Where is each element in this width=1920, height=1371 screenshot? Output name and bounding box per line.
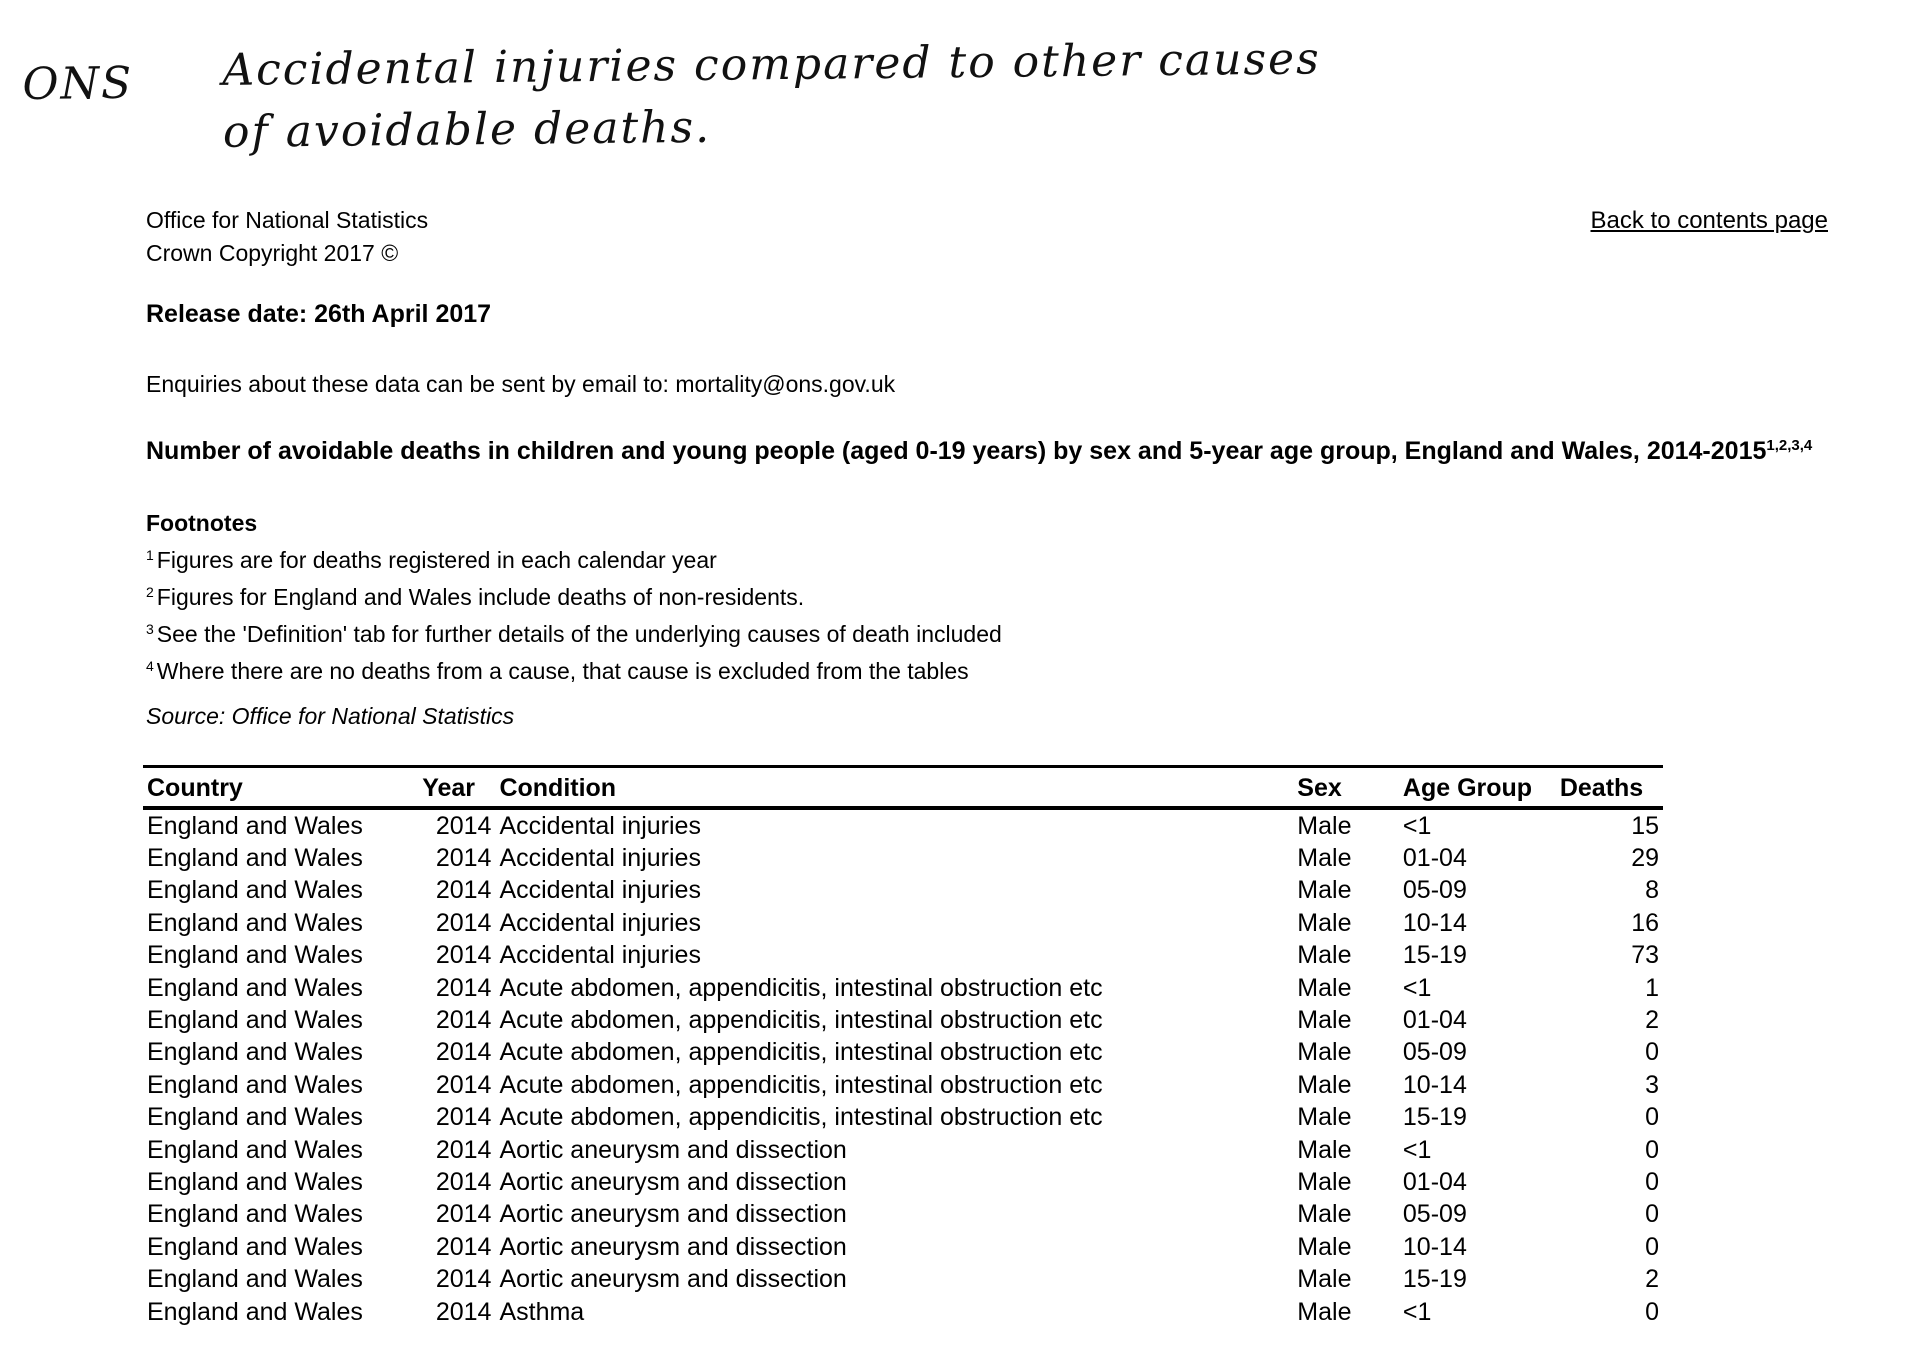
- cell-deaths: 0: [1645, 1167, 1659, 1196]
- cell-country: England and Wales: [147, 908, 363, 937]
- cell-condition: Aortic aneurysm and dissection: [499, 1167, 847, 1196]
- column-header-country: Country: [143, 767, 418, 809]
- column-header-sex: Sex: [1293, 767, 1399, 809]
- cell-year: 2014: [435, 1070, 492, 1099]
- cell-deaths: 0: [1645, 1103, 1659, 1132]
- back-to-contents-link[interactable]: Back to contents page: [1590, 207, 1828, 234]
- table-row: [143, 972, 1663, 1004]
- cell-country: England and Wales: [147, 1006, 363, 1035]
- table-row: [143, 808, 1663, 842]
- footnote-text: Figures are for deaths registered in each calendar year: [156, 547, 717, 573]
- cell-age-group: 10-14: [1402, 908, 1467, 937]
- cell-country: England and Wales: [147, 1135, 363, 1164]
- cell-age-group: <1: [1402, 1135, 1432, 1164]
- cell-condition: Acute abdomen, appendicitis, intestinal obstruction etc: [499, 1006, 1103, 1035]
- cell-age-group: 10-14: [1402, 1070, 1467, 1099]
- footnote-item: [146, 613, 1002, 650]
- footnote-text: See the 'Definition' tab for further details of the underlying causes of death included: [156, 621, 1002, 647]
- footnote-number: 2: [146, 584, 154, 600]
- publisher-name: Office for National Statistics: [146, 207, 429, 233]
- table-row: [143, 1296, 1663, 1328]
- cell-age-group: 01-04: [1402, 844, 1467, 873]
- cell-year: 2014: [435, 941, 492, 970]
- copyright-notice: Crown Copyright 2017 ©: [146, 240, 399, 266]
- cell-condition: Aortic aneurysm and dissection: [499, 1135, 847, 1164]
- column-header-age-group: Age Group: [1399, 767, 1556, 809]
- cell-sex: Male: [1297, 811, 1352, 840]
- cell-deaths: 0: [1645, 1232, 1659, 1261]
- table-row: [143, 875, 1663, 907]
- cell-deaths: 0: [1645, 1135, 1659, 1164]
- cell-year: 2014: [435, 973, 492, 1002]
- cell-year: 2014: [435, 908, 492, 937]
- cell-condition: Acute abdomen, appendicitis, intestinal obstruction etc: [499, 973, 1103, 1002]
- cell-age-group: 15-19: [1402, 1103, 1467, 1132]
- handwritten-note: [222, 27, 1423, 164]
- cell-year: 2014: [435, 811, 492, 840]
- table-row: [143, 1231, 1663, 1263]
- cell-deaths: 0: [1645, 1200, 1659, 1229]
- cell-sex: Male: [1297, 1167, 1352, 1196]
- cell-deaths: 0: [1645, 1297, 1659, 1326]
- cell-age-group: 15-19: [1402, 941, 1467, 970]
- cell-deaths: 1: [1645, 973, 1659, 1002]
- cell-sex: Male: [1297, 1070, 1352, 1099]
- table-row: [143, 842, 1663, 874]
- cell-condition: Accidental injuries: [499, 941, 701, 970]
- footnote-text: Figures for England and Wales include deaths of non-residents.: [156, 584, 805, 610]
- table-row: [143, 1004, 1663, 1036]
- cell-deaths: 0: [1645, 1038, 1659, 1067]
- handwritten-line: Accidental injuries compared to other causes: [222, 33, 1321, 96]
- cell-sex: Male: [1297, 973, 1352, 1002]
- table-row: [143, 1069, 1663, 1101]
- cell-condition: Aortic aneurysm and dissection: [499, 1265, 847, 1294]
- cell-age-group: 15-19: [1402, 1265, 1467, 1294]
- cell-country: England and Wales: [147, 1070, 363, 1099]
- cell-year: 2014: [435, 1200, 492, 1229]
- cell-deaths: 2: [1645, 1265, 1659, 1294]
- cell-country: England and Wales: [147, 1232, 363, 1261]
- table-row: [143, 1134, 1663, 1166]
- cell-sex: Male: [1297, 1135, 1352, 1164]
- cell-sex: Male: [1297, 1200, 1352, 1229]
- cell-condition: Accidental injuries: [499, 811, 701, 840]
- cell-country: England and Wales: [147, 1167, 363, 1196]
- footnote-number: 3: [146, 621, 154, 637]
- cell-sex: Male: [1297, 1006, 1352, 1035]
- cell-sex: Male: [1297, 844, 1352, 873]
- title-footnote-refs: 1,2,3,4: [1766, 437, 1813, 454]
- deaths-table: [143, 765, 1663, 1328]
- column-header-deaths: Deaths: [1556, 767, 1663, 809]
- cell-deaths: 3: [1645, 1070, 1659, 1099]
- cell-country: England and Wales: [147, 1297, 363, 1326]
- cell-year: 2014: [435, 1167, 492, 1196]
- cell-country: England and Wales: [147, 1265, 363, 1294]
- cell-age-group: 01-04: [1402, 1167, 1467, 1196]
- footnote-item: [146, 576, 1002, 613]
- cell-country: England and Wales: [147, 941, 363, 970]
- table-row: [143, 1166, 1663, 1198]
- cell-deaths: 29: [1631, 844, 1659, 873]
- cell-year: 2014: [435, 1297, 492, 1326]
- cell-country: England and Wales: [147, 1103, 363, 1132]
- footnote-number: 1: [146, 547, 154, 563]
- cell-age-group: 05-09: [1402, 1038, 1467, 1067]
- cell-sex: Male: [1297, 1038, 1352, 1067]
- cell-sex: Male: [1297, 908, 1352, 937]
- table-row: [143, 1037, 1663, 1069]
- cell-condition: Aortic aneurysm and dissection: [499, 1200, 847, 1229]
- table-body: [143, 808, 1663, 1328]
- cell-condition: Accidental injuries: [499, 844, 701, 873]
- release-date: Release date: 26th April 2017: [146, 300, 492, 328]
- source-note: Source: Office for National Statistics: [146, 703, 515, 729]
- cell-year: 2014: [435, 1265, 492, 1294]
- cell-country: England and Wales: [147, 844, 363, 873]
- table-row: [143, 1199, 1663, 1231]
- footnote-item: [146, 650, 1002, 687]
- footnote-text: Where there are no deaths from a cause, that cause is excluded from the tables: [156, 658, 969, 684]
- table-row: [143, 1102, 1663, 1134]
- publisher-info: [146, 204, 428, 270]
- cell-sex: Male: [1297, 1265, 1352, 1294]
- cell-age-group: <1: [1402, 1297, 1432, 1326]
- page-title-text: Number of avoidable deaths in children and young people (aged 0-19 years) by sex and 5-year age group, England and Wales, 2014-2015: [146, 437, 1767, 465]
- cell-condition: Acute abdomen, appendicitis, intestinal obstruction etc: [499, 1038, 1103, 1067]
- handwritten-tag: ONS: [22, 57, 134, 110]
- handwritten-line: of avoidable deaths.: [222, 101, 712, 158]
- column-header-year: Year: [418, 767, 495, 809]
- cell-age-group: 05-09: [1402, 876, 1467, 905]
- cell-sex: Male: [1297, 876, 1352, 905]
- cell-sex: Male: [1297, 1297, 1352, 1326]
- cell-year: 2014: [435, 876, 492, 905]
- table-row: [143, 940, 1663, 972]
- cell-deaths: 8: [1645, 876, 1659, 905]
- cell-deaths: 15: [1631, 811, 1659, 840]
- cell-country: England and Wales: [147, 876, 363, 905]
- cell-condition: Accidental injuries: [499, 908, 701, 937]
- cell-deaths: 73: [1631, 941, 1659, 970]
- cell-country: England and Wales: [147, 1200, 363, 1229]
- footnote-number: 4: [146, 658, 154, 674]
- column-header-condition: Condition: [495, 767, 1293, 809]
- enquiries-text: Enquiries about these data can be sent by email to: mortality@ons.gov.uk: [146, 371, 896, 397]
- cell-condition: Aortic aneurysm and dissection: [499, 1232, 847, 1261]
- cell-deaths: 2: [1645, 1006, 1659, 1035]
- cell-year: 2014: [435, 1135, 492, 1164]
- cell-condition: Acute abdomen, appendicitis, intestinal obstruction etc: [499, 1103, 1103, 1132]
- cell-sex: Male: [1297, 1103, 1352, 1132]
- cell-condition: Asthma: [499, 1297, 585, 1326]
- cell-sex: Male: [1297, 1232, 1352, 1261]
- cell-deaths: 16: [1631, 908, 1659, 937]
- cell-country: England and Wales: [147, 973, 363, 1002]
- cell-age-group: 05-09: [1402, 1200, 1467, 1229]
- cell-year: 2014: [435, 1006, 492, 1035]
- cell-year: 2014: [435, 844, 492, 873]
- cell-sex: Male: [1297, 941, 1352, 970]
- table-row: [143, 1263, 1663, 1295]
- cell-condition: Accidental injuries: [499, 876, 701, 905]
- cell-age-group: 10-14: [1402, 1232, 1467, 1261]
- cell-year: 2014: [435, 1103, 492, 1132]
- table-row: [143, 907, 1663, 939]
- cell-year: 2014: [435, 1232, 492, 1261]
- footnotes-heading: Footnotes: [146, 510, 258, 536]
- cell-country: England and Wales: [147, 1038, 363, 1067]
- table-header-row: [143, 767, 1663, 809]
- footnotes: [146, 507, 1002, 687]
- cell-age-group: <1: [1402, 973, 1432, 1002]
- cell-country: England and Wales: [147, 811, 363, 840]
- page-title: [146, 437, 1812, 466]
- cell-age-group: 01-04: [1402, 1006, 1467, 1035]
- cell-year: 2014: [435, 1038, 492, 1067]
- footnote-item: [146, 539, 1002, 576]
- cell-age-group: <1: [1402, 811, 1432, 840]
- cell-condition: Acute abdomen, appendicitis, intestinal obstruction etc: [499, 1070, 1103, 1099]
